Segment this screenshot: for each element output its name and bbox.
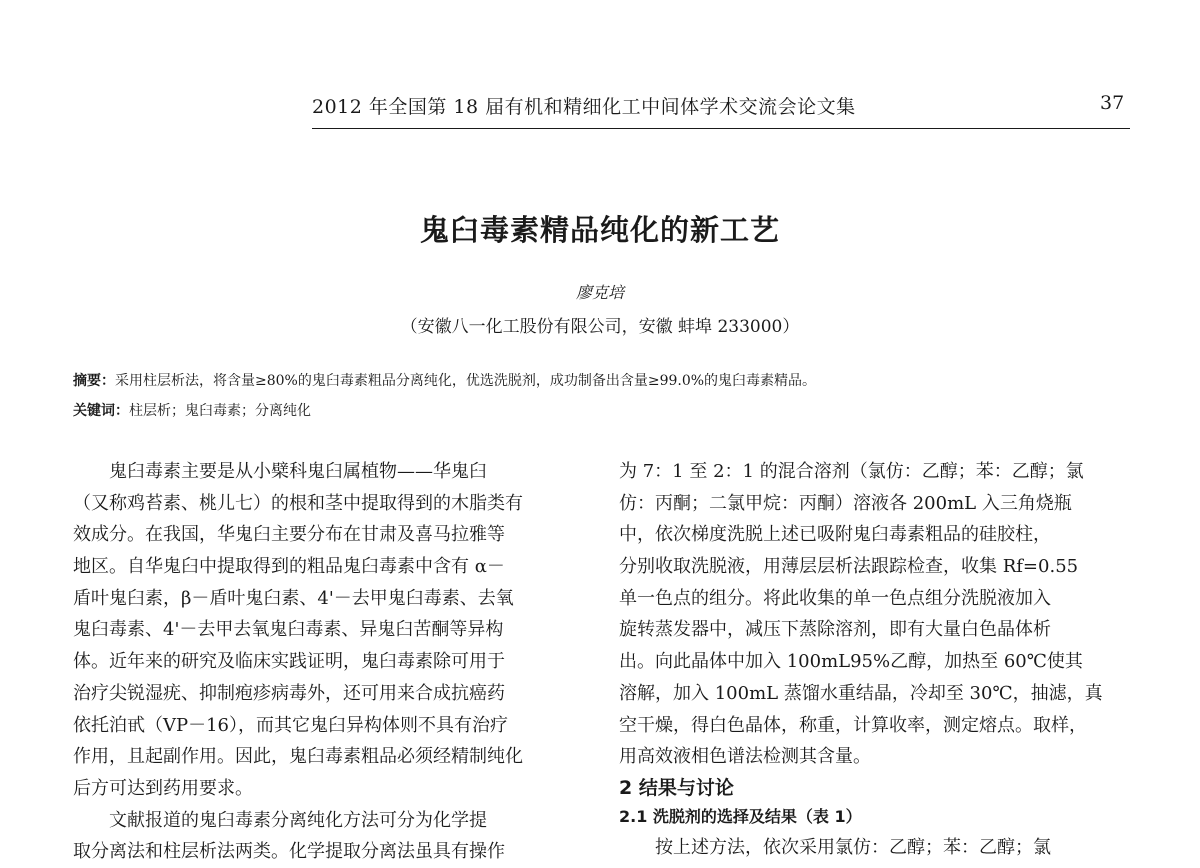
body-line: 治疗尖锐湿疣、抑制疱疹病毒外，还可用来合成抗癌药 xyxy=(73,682,505,704)
right-column xyxy=(619,456,1141,864)
body-line: 作用，且起副作用。因此，鬼臼毒素粗品必须经精制纯化 xyxy=(73,746,523,768)
body-line: 分别收取洗脱液，用薄层层析法跟踪检查，收集 Rf=0.55 xyxy=(619,556,1079,578)
body-line: 单一色点的组分。将此收集的单一色点组分洗脱液加入 xyxy=(619,587,1051,609)
header-rule xyxy=(312,128,1130,129)
page-number: 37 xyxy=(1100,92,1125,114)
body-line: 效成分。在我国，华鬼臼主要分布在甘肃及喜马拉雅等 xyxy=(73,524,505,546)
left-column xyxy=(73,456,583,868)
abstract xyxy=(73,370,816,390)
body-line: 地区。自华鬼臼中提取得到的粗品鬼臼毒素中含有 α－ xyxy=(73,556,505,578)
body-line: 文献报道的鬼臼毒素分离纯化方法可分为化学提 xyxy=(73,809,487,831)
author-affiliation: （安徽八一化工股份有限公司，安徽 蚌埠 233000） xyxy=(400,317,800,337)
subsection-heading: 2.1 洗脱剂的选择及结果（表 1） xyxy=(619,806,862,826)
body-line: 取分离法和柱层析法两类。化学提取分离法虽具有操作 xyxy=(73,841,505,863)
abstract-label: 摘要： xyxy=(73,373,115,389)
body-line: 空干燥，得白色晶体，称重，计算收率，测定熔点。取样， xyxy=(619,714,1087,736)
body-line: （又称鸡苔素、桃儿七）的根和茎中提取得到的木脂类有 xyxy=(73,492,523,514)
keywords-text: 柱层析；鬼臼毒素；分离纯化 xyxy=(129,403,311,419)
body-line: 仿：丙酮；二氯甲烷：丙酮）溶液各 200mL 入三角烧瓶 xyxy=(619,492,1072,514)
body-line: 按上述方法，依次采用氯仿：乙醇；苯：乙醇；氯 xyxy=(619,836,1051,858)
body-line: 溶解，加入 100mL 蒸馏水重结晶，冷却至 30℃，抽滤，真 xyxy=(619,682,1103,704)
body-line: 中，依次梯度洗脱上述已吸附鬼臼毒素粗品的硅胶柱， xyxy=(619,524,1051,546)
body-line: 鬼臼毒素主要是从小檗科鬼臼属植物——华鬼臼 xyxy=(73,461,487,482)
author-name: 廖克培 xyxy=(575,283,624,302)
running-header-title: 2012 年全国第 18 届有机和精细化工中间体学术交流会论文集 xyxy=(312,96,856,118)
body-line: 旋转蒸发器中，减压下蒸除溶剂，即有大量白色晶体析 xyxy=(619,619,1051,641)
body-line: 依托泊甙（VP－16），而其它鬼臼异构体则不具有治疗 xyxy=(73,714,509,736)
body-line: 用高效液相色谱法检测其含量。 xyxy=(619,746,871,768)
body-line: 后方可达到药用要求。 xyxy=(73,777,253,799)
article-title: 鬼臼毒素精品纯化的新工艺 xyxy=(419,213,780,247)
body-line: 鬼臼毒素、4'－去甲去氧鬼臼毒素、异鬼臼苦酮等异构 xyxy=(73,619,504,641)
abstract-text: 采用柱层析法，将含量≥80%的鬼臼毒素粗品分离纯化，优选洗脱剂，成功制备出含量≥99.0%的鬼臼毒素精品。 xyxy=(115,373,817,389)
body-line: 为 7：1 至 2：1 的混合溶剂（氯仿：乙醇；苯：乙醇；氯 xyxy=(619,461,1084,482)
section-heading: 2 结果与讨论 xyxy=(619,776,734,799)
body-line: 盾叶鬼臼素，β－盾叶鬼臼素、4'－去甲鬼臼毒素、去氧 xyxy=(73,587,514,609)
body-line: 体。近年来的研究及临床实践证明，鬼臼毒素除可用于 xyxy=(73,651,505,673)
keywords-label: 关键词： xyxy=(73,403,129,419)
keywords xyxy=(73,400,311,420)
body-line: 出。向此晶体中加入 100mL95%乙醇，加热至 60℃使其 xyxy=(619,651,1083,673)
